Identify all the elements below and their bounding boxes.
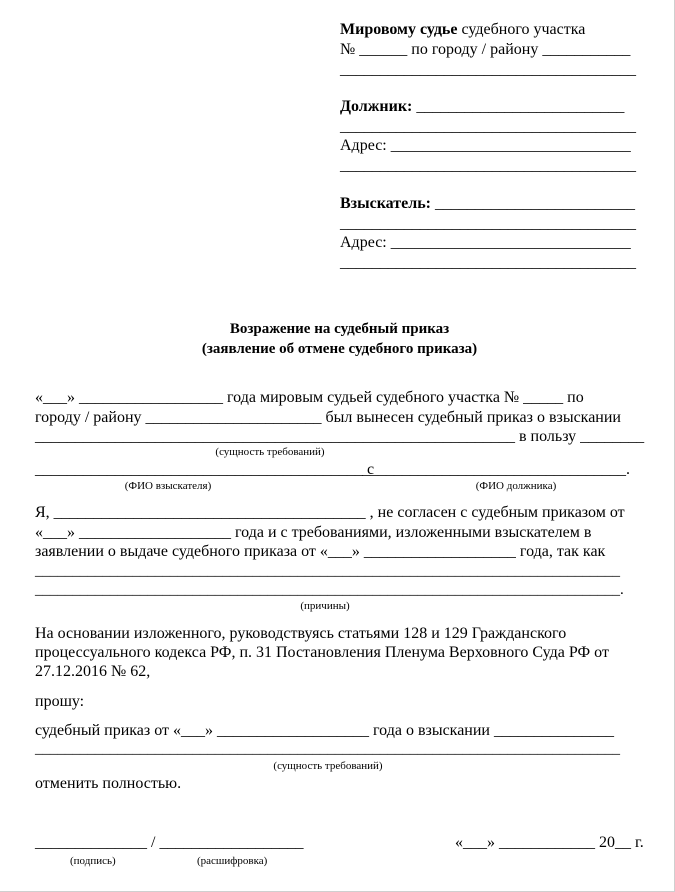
document-subtitle: (заявление об отмене судебного приказа): [201, 341, 478, 357]
claimant-field: _________________________: [430, 195, 635, 212]
addressee-bold: Мировому судье: [340, 21, 458, 38]
debtor-line-2: _____________________________________: [340, 118, 636, 135]
claimant-line-3: _____________________________________: [340, 254, 636, 271]
paragraph-3-line-2: процессуального кодекса РФ, п. 31 Постановления Пленума Верховного Суда РФ от: [35, 644, 609, 661]
document-title: Возражение на судебный приказ: [229, 321, 450, 337]
caption-debtor-name: (ФИО должника): [475, 480, 557, 492]
debtor-field: __________________________: [412, 98, 625, 115]
claimant-address: Адрес: ______________________________: [340, 234, 631, 251]
paragraph-1-line-2: городу / району ______________________ был вынесен судебный приказ о взыскании: [35, 409, 621, 426]
debtor-address: Адрес: ______________________________: [340, 137, 631, 154]
debtor-line: [340, 97, 624, 116]
paragraph-1-line-1: «___» __________________ года мировым судьей судебного участка № _____ по: [35, 389, 584, 406]
paragraph-2-line-1: Я, _______________________________________ , не согласен с судебным приказом от: [35, 504, 625, 521]
paragraph-4-line-1: судебный приказ от «___» ___________________ года о взыскании _______________: [35, 722, 614, 739]
paragraph-1-line-3: ____________________________________________________________ в пользу ________: [35, 428, 645, 445]
caption-decoding: (расшифровка): [197, 855, 268, 867]
paragraph-3-line-3: 27.12.2016 № 62,: [35, 663, 151, 680]
paragraph-2-line-3: заявлении о выдаче судебного приказа от «___» ___________________ года, так как: [35, 543, 606, 560]
paragraph-2-line-2: «___» ___________________ года и с требованиями, изложенными взыскателем в: [35, 524, 592, 541]
debtor-line-3: _____________________________________: [340, 157, 636, 174]
paragraph-2-line-5: ______________________________________________________________________________.: [35, 582, 624, 598]
caption-claims-2: (сущность требований): [273, 760, 383, 772]
caption-claims: (сущность требований): [215, 446, 325, 458]
claimant-line-2: _____________________________________: [340, 215, 636, 232]
caption-signature: (подпись): [70, 855, 116, 867]
paragraph-3-line-1: На основании изложенного, руководствуясь статьями 128 и 129 Гражданского: [35, 625, 567, 642]
paragraph-4-line-3: отменить полностью.: [35, 775, 182, 792]
signature-line: ______________ / __________________: [35, 834, 304, 851]
request-word: прошу:: [35, 693, 85, 710]
paragraph-2-line-4: ______________________________________________________________________________: [35, 563, 620, 579]
district-line: № ______ по городу / району ___________: [340, 41, 631, 58]
claimant-label: Взыскатель:: [340, 195, 431, 212]
claimant-line: [340, 194, 635, 213]
caption-claimant-name: (ФИО взыскателя): [124, 480, 212, 492]
caption-reasons: (причины): [300, 600, 350, 612]
header-blank-line: _____________________________________: [340, 61, 636, 78]
paragraph-1-line-4-right: _________________________________.: [362, 461, 630, 478]
addressee-line: [340, 20, 585, 39]
paragraph-4-line-2: ______________________________________________________________________________: [35, 741, 620, 757]
addressee-rest: судебного участка: [457, 21, 586, 38]
paragraph-1-line-4-left: _________________________________________ с: [35, 461, 375, 478]
date-line: «___» ____________ 20__ г.: [455, 834, 644, 851]
debtor-label: Должник:: [340, 98, 413, 115]
